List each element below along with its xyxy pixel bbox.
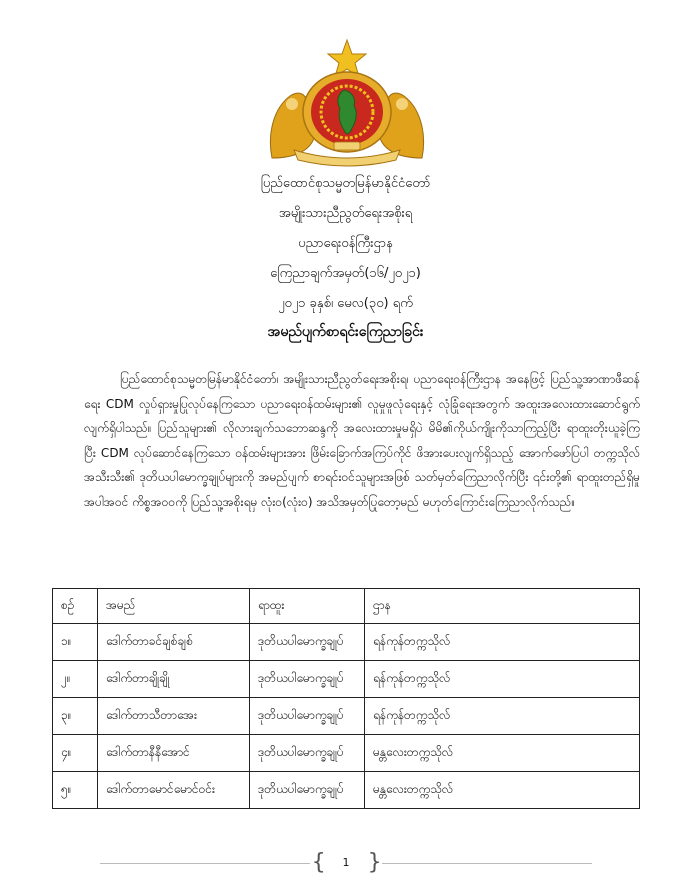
cell-department: ရန်ကုန်တက္ကသိုလ် xyxy=(365,624,640,661)
announcement-paragraph: ပြည်ထောင်စုသမ္မတမြန်မာနိုင်ငံတော်၊ အမျိုးသားညီညွတ်ရေးအစိုးရ၊ ပညာရေးဝန်ကြီးဌာန အနေဖြင့် ပြည်သူ့အာဏာဖီဆန်ရေး CDM လှုပ်ရှားမှုပြုလုပ်နေကြသော ပညာရေးဝန်ထမ်းများ၏ လူမှုဖူလုံရေးနှင့် လုံခြုံရေးအတွက် အထူးအလေးထားဆောင်ရွက်လျက်ရှိပါသည်။ ပြည်သူများ၏ လိုလားချက်သဘောဆန္ဒကို အလေးထားမှုမရှိပဲ မိမိ၏ကိုယ်ကျိုးကိုသာကြည့်ပြီး ရာထူးတိုးယူခဲ့ကြပြီး CDM လုပ်ဆောင်နေကြသော ဝန်ထမ်းများအား ဖြိမ်းခြောက်အကြပ်ကိုင် ဖိအားပေးလျက်ရှိသည့် အောက်ဖော်ပြပါ တက္ကသိုလ်အသီးသီး၏ ဒုတိယပါမောက္ခချုပ်များကို အမည်ပျက် စာရင်းဝင်သူများအဖြစ် သတ်မှတ်ကြေညာလိုက်ပြီး ၎င်းတို့၏ ရာထူးတည်ရှိမှုအပါအဝင် ကိစ္စအဝဝကို ပြည်သူ့အစိုးရမှ လုံးဝ(လုံးဝ) အသိအမှတ်ပြုတော့မည် မဟုတ်ကြောင်းကြေညာလိုက်သည်။ xyxy=(84,372,640,509)
cell-name: ဒေါက်တာသီတာအေး xyxy=(98,698,250,735)
page-number: 1 xyxy=(342,856,350,869)
cell-name: ဒေါက်တာချိုချို xyxy=(98,661,250,698)
cell-no: ၅။ xyxy=(53,772,98,809)
cell-no: ၃။ xyxy=(53,698,98,735)
cell-name: ဒေါက်တာခင်ချစ်ချစ် xyxy=(98,624,250,661)
cell-department: မန္တလေးတက္ကသိုလ် xyxy=(365,772,640,809)
ministry-name: ပညာရေးဝန်ကြီးဌာန xyxy=(298,236,393,251)
page-footer xyxy=(100,848,592,878)
cell-position: ဒုတိယပါမောက္ခချုပ် xyxy=(250,772,365,809)
letterhead xyxy=(0,176,691,354)
table-header-row xyxy=(53,589,640,624)
cell-position: ဒုတိယပါမောက္ခချုပ် xyxy=(250,698,365,735)
announcement-number: ကြေညာချက်အမှတ်(၁၆/၂၀၂၁) xyxy=(270,266,421,281)
cell-no: ၄။ xyxy=(53,735,98,772)
table-row xyxy=(53,624,640,661)
cell-department: မန္တလေးတက္ကသိုလ် xyxy=(365,735,640,772)
table-row xyxy=(53,772,640,809)
cell-department: ရန်ကုန်တက္ကသိုလ် xyxy=(365,698,640,735)
left-brace-icon: { xyxy=(312,850,326,875)
cell-no: ၁။ xyxy=(53,624,98,661)
cell-no: ၂။ xyxy=(53,661,98,698)
table-row xyxy=(53,698,640,735)
blacklist-table xyxy=(52,588,640,809)
footer-rule-left xyxy=(100,863,310,864)
cell-position: ဒုတိယပါမောက္ခချုပ် xyxy=(250,735,365,772)
cell-position: ဒုတိယပါမောက္ခချုပ် xyxy=(250,661,365,698)
right-brace-icon: } xyxy=(368,850,382,875)
government-name: အမျိုးသားညီညွတ်ရေးအစိုးရ xyxy=(278,206,413,221)
column-header-position: ရာထူး xyxy=(250,589,365,624)
cell-position: ဒုတိယပါမောက္ခချုပ် xyxy=(250,624,365,661)
column-header-no: စဉ် xyxy=(53,589,98,624)
table-row xyxy=(53,735,640,772)
footer-rule-right xyxy=(382,863,592,864)
table-row xyxy=(53,661,640,698)
announcement-date: ၂၀၂၁ ခုနှစ်၊ မေလ(၃၀) ရက် xyxy=(278,296,413,311)
column-header-department: ဌာန xyxy=(365,589,640,624)
cell-department: ရန်ကုန်တက္ကသိုလ် xyxy=(365,661,640,698)
document-title: အမည်ပျက်စာရင်းကြေညာခြင်း xyxy=(267,324,424,340)
country-name: ပြည်ထောင်စုသမ္မတမြန်မာနိုင်ငံတော် xyxy=(260,176,431,191)
cell-name: ဒေါက်တာမောင်မောင်ဝင်း xyxy=(98,772,250,809)
state-seal-icon xyxy=(262,38,432,168)
column-header-name: အမည် xyxy=(98,589,250,624)
cell-name: ဒေါက်တာနီနီအောင် xyxy=(98,735,250,772)
